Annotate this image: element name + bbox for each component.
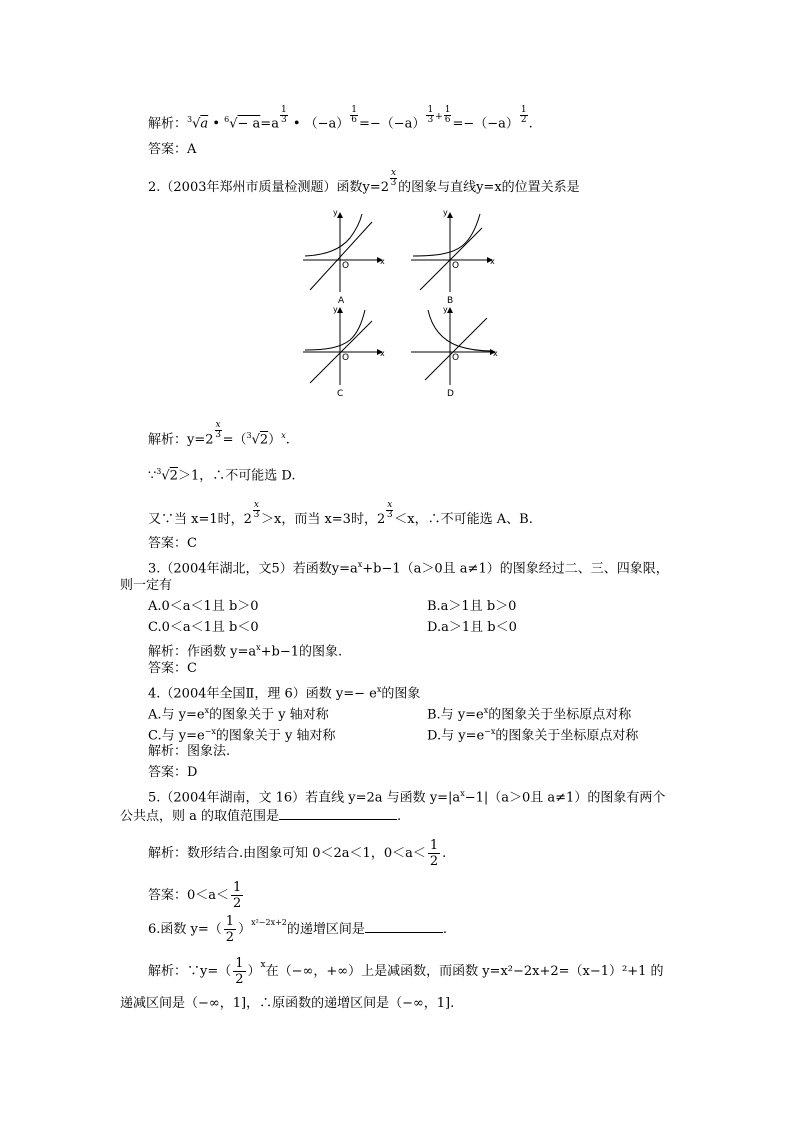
- q2-also: 又∵当 x=1时，2 $\frac{x}{3}$ ＞x，而当 x=3时，2 $\frac{x}{3}$ ＜x，∴不可能选 A、B.: [148, 500, 533, 527]
- q3-solution: 解析：作函数 $y=a^x+b-1$的图象.: [148, 643, 343, 660]
- svg-text:y: y: [333, 208, 338, 217]
- q5-answer-blank[interactable]: [279, 807, 397, 820]
- q3-option-b: B.a＞1且 b＞0: [427, 599, 517, 614]
- q4-stem: 4.（2004年全国Ⅱ，理 6）函数 $y=- e^x$的图象: [148, 685, 421, 702]
- q4-option-d: D.与 $y=e^{-x}$的图象关于坐标原点对称: [427, 727, 639, 744]
- svg-text:x: x: [493, 349, 498, 358]
- svg-text:y: y: [443, 208, 448, 217]
- q6-stem: 6.函数 y=（ $\frac{1}{2}$ ）$^{x^2-2x+2}$的递增区间是 .: [148, 914, 448, 945]
- q1-solution-label: 解析：: [148, 116, 188, 132]
- graph-c-label: C: [337, 389, 344, 399]
- q2-solution: 解析：y=2 $\frac{x}{3}$ $=(^3√2)^x$.: [148, 420, 290, 448]
- q4-answer: 答案：D: [148, 765, 198, 780]
- q5-stem-2: 公共点，则 a 的取值范围是 .: [120, 809, 402, 824]
- graph-a: [303, 208, 385, 306]
- svg-text:x: x: [490, 257, 495, 266]
- q6-answer-blank[interactable]: [365, 920, 443, 933]
- svg-text:O: O: [452, 353, 460, 363]
- radical-2: √− a: [229, 116, 261, 132]
- q5-answer: 答案：0＜a＜ $\frac{1}{2}$: [148, 880, 242, 911]
- q4-option-b: B.与 $y=e^x$的图象关于坐标原点对称: [427, 706, 632, 723]
- q4-option-c: C.与 $y=e^{-x}$的图象关于 y 轴对称: [148, 727, 336, 744]
- q2-because: ∵$^3$√2＞1，∴不可能选 D.: [148, 467, 296, 484]
- q3-option-a: A.0＜a＜1且 b＞0: [148, 599, 259, 614]
- q3-stem-1: 3.（2004年湖北，文5）若函数$y=a^x+b-1(a>0$且 a≠1）的图象经过二、三、四象限，: [148, 560, 669, 577]
- q5-solution: 解析：数形结合.由图象可知 0＜2a＜1，0＜a＜ $\frac{1}{2}$ .: [148, 838, 447, 869]
- q4-solution: 解析：图象法.: [148, 744, 231, 759]
- q6-solution: 解析：∵y=（ $\frac{1}{2}$ ）$^x$在（−∞，+∞）上是减函数，而函数 y=x²−2x+2=（x−1）²+1 的: [148, 956, 664, 987]
- svg-text:y: y: [443, 305, 448, 314]
- svg-text:x: x: [380, 349, 385, 358]
- exponent-sum: $\frac{1}{3}$ + $\frac{1}{6}$: [427, 105, 451, 126]
- graph-d-label: D: [447, 389, 454, 399]
- q6-solution-2: 递减区间是（−∞，1]，∴原函数的递增区间是（−∞，1].: [120, 996, 455, 1011]
- q1-answer: 答案：A: [148, 142, 197, 157]
- svg-text:y: y: [333, 305, 338, 314]
- q4-option-a: A.与 $y=e^x$的图象关于 y 轴对称: [148, 706, 329, 723]
- exponent-1-3: $\frac{1}{3}$: [280, 105, 287, 126]
- q1-solution: 解析：$^3$√a • $^6$√− a=a $\frac{1}{3}$ • （−a） $\frac{1}{6}$ =−（−a） $\frac{1}{3}$ + $\frac{1}{6}$ =−（−a） $\frac{1}{2}$ .: [148, 105, 533, 132]
- graph-b-label: B: [447, 296, 454, 306]
- q3-option-d: D.a＞1且 b＜0: [427, 620, 517, 635]
- q2-answer: 答案：C: [148, 536, 197, 551]
- q3-option-c: C.0＜a＜1且 b＜0: [148, 620, 259, 635]
- radical-1: √a: [192, 116, 209, 132]
- q3-stem-2: 则一定有: [120, 578, 173, 593]
- q3-answer: 答案：C: [148, 661, 197, 676]
- svg-text:x: x: [380, 257, 385, 266]
- q5-stem-1: 5.（2004年湖南，文 16）若直线 y=2a 与函数 $y=|a^x-1|(a>0$且 a≠1）的图象有两个: [148, 789, 666, 806]
- svg-text:O: O: [342, 261, 350, 271]
- graph-c: [303, 305, 385, 399]
- q2-stem: 2.（2003年郑州市质量检测题）函数y=2 $\frac{x}{3}$ 的图象与直线y=x的位置关系是: [148, 168, 580, 195]
- graph-d: [411, 305, 498, 399]
- svg-text:O: O: [342, 353, 350, 363]
- svg-text:O: O: [452, 261, 460, 271]
- q2-graphs: [0, 200, 794, 430]
- graph-a-label: A: [338, 296, 345, 306]
- graph-b: [411, 208, 495, 306]
